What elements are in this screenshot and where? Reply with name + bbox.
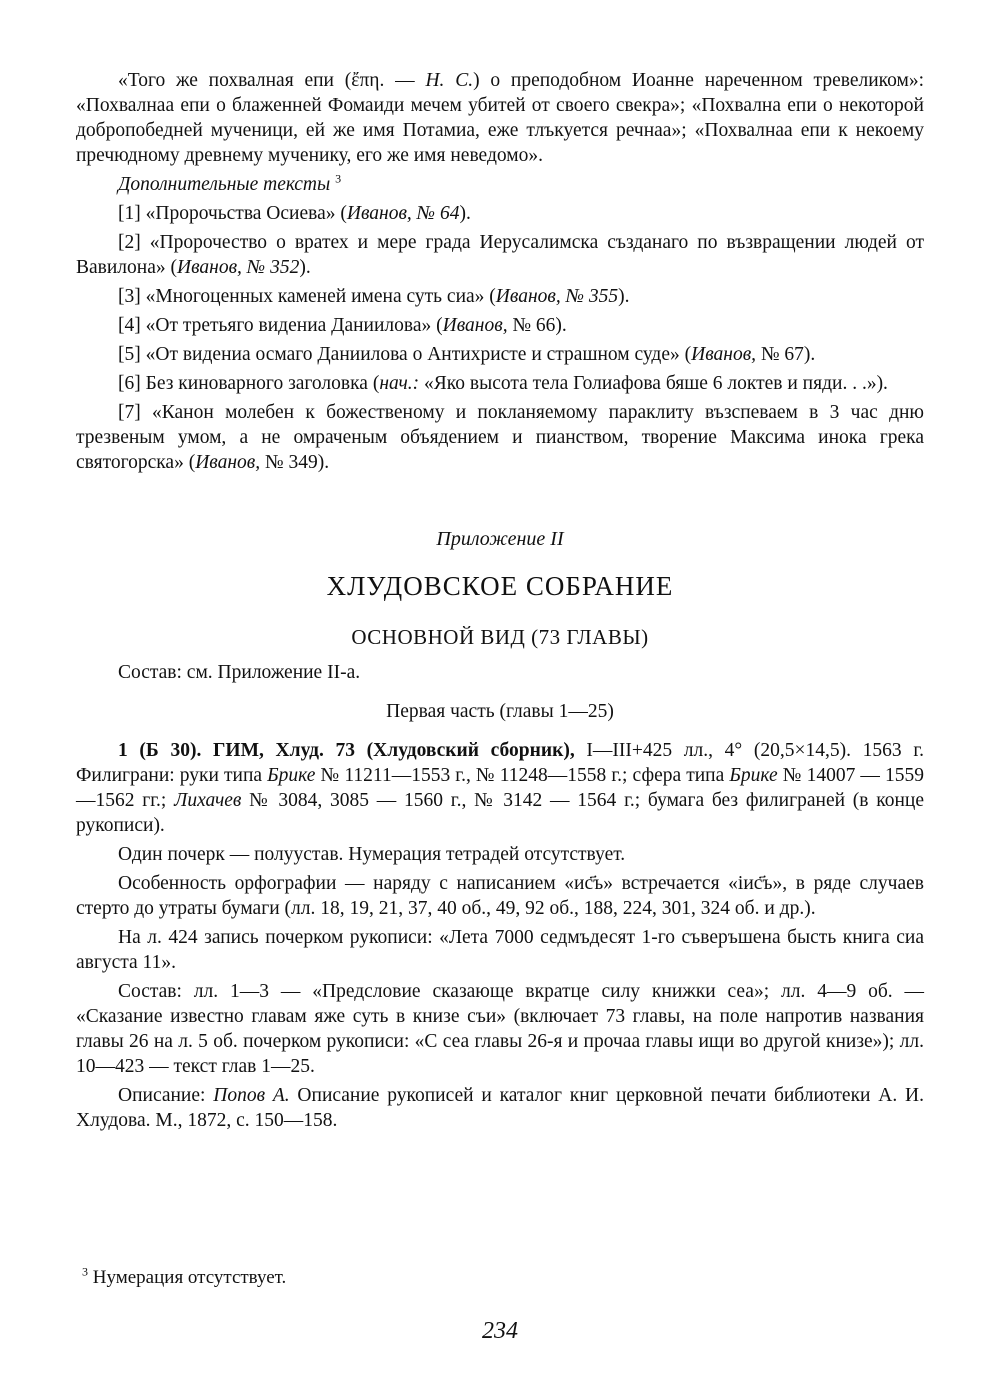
page-number: 234 (482, 1318, 518, 1344)
list-item: [2] «Пророчество о вратех и мере града Иерусалимска създанаго по възвращении людей от Вавилона» (Иванов, № 352). (76, 232, 924, 278)
composition-line: Состав: см. Приложение II-а. (118, 662, 361, 683)
description-paragraph: Описание: Попов А. Описание рукописей и каталог книг церковной печати библиотеки А. И. Хлудова. М., 1872, с. 150—158. (76, 1085, 924, 1131)
list-item: [3] «Многоценных каменей имена суть сиа» (Иванов, № 355). (118, 286, 630, 307)
list-item: [6] Без киноварного заголовка (нач.: «Яко высота тела Голиафова бяше 6 локтев и пяди. . .»). (118, 373, 888, 394)
list-item: [5] «От видениа осмаго Даниилова о Антихристе и страшном суде» (Иванов, № 67). (118, 344, 816, 365)
view-title: ОСНОВНОЙ ВИД (73 ГЛАВЫ) (351, 625, 649, 649)
intro-paragraph: «Того же похвалная епи (ἔπη. — Н. С.) о преподобном Иоанне нареченном тревеликом»: «Похвалнаа епи о блаженней Фомаиди мечем убитей от своего свекра»; «Похвална епи о некоторой добропобедней мученици, ей же имя Потамиа, еже тлъкуется речнаа»; «Похвалнаа епи к некоему пречюдному древнему мученику, его же имя неведомо». (76, 70, 925, 166)
record-paragraph: На л. 424 запись почерком рукописи: «Лета 7000 седмъдесят 1-го съверъшена бысть книга сиа августа 11». (76, 927, 924, 973)
list-item: [1] «Пророчьства Осиева» (Иванов, № 64). (118, 203, 471, 224)
additional-texts-heading: Дополнительные тексты $^3$ (118, 171, 342, 195)
manuscript-entry: 1 (Б 30). ГИМ, Хлуд. 73 (Хлудовский сборник), I—III+425 лл., 4° (20,5×14,5). 1563 г. Филиграни: руки типа Брике № 11211—1553 г., № 11248—1558 г.; сфера типа Брике № 14007 — 1559—1562 гг.; Лихачев № 3084, 3085 — 1560 г., № 3142 — 1564 г.; бумага без филиграней (в конце рукописи). (76, 740, 924, 836)
contents-paragraph: Состав: лл. 1—3 — «Предсловие сказающе вкратце силу книжки сеа»; лл. 4—9 об. — «Сказание известно главам яже суть в книзе съи» (включает 73 главы, на поле напротив названия главы 26 на л. 5 об. почерком рукописи: «С сеа главы 26-я и прочаа главы ищи во другой книзе»); лл. 10—423 — текст глав 1—25. (76, 981, 924, 1077)
list-item: [7] «Канон молебен к божественому и покланяемому параклиту възспеваем в 3 час дню трезвеным умом, а не омраченым объядением и пианством, творение Максима инока грека святогорска» (Иванов, № 349). (76, 402, 924, 473)
part-title: Первая часть (главы 1—25) (386, 701, 614, 722)
appendix-label: Приложение II (436, 528, 564, 550)
upper-text-block (76, 68, 924, 1137)
list-item: [4] «От третьяго видениа Даниилова» (Иванов, № 66). (118, 315, 567, 336)
orthography-paragraph: Особенность орфографии — наряду с написанием «ис҃ъ» встречается «іис҃ъ», в ряде случаев стерто до утраты бумаги (лл. 18, 19, 21, 37, 40 об., 49, 92 об., 188, 224, 301, 324 об. и др.). (76, 873, 924, 919)
footnote: $^3$ Нумерация отсутствует. (82, 1264, 287, 1288)
collection-title: ХЛУДОВСКОЕ СОБРАНИЕ (326, 571, 674, 601)
hand-paragraph: Один почерк — полуустав. Нумерация тетрадей отсутствует. (118, 844, 626, 865)
